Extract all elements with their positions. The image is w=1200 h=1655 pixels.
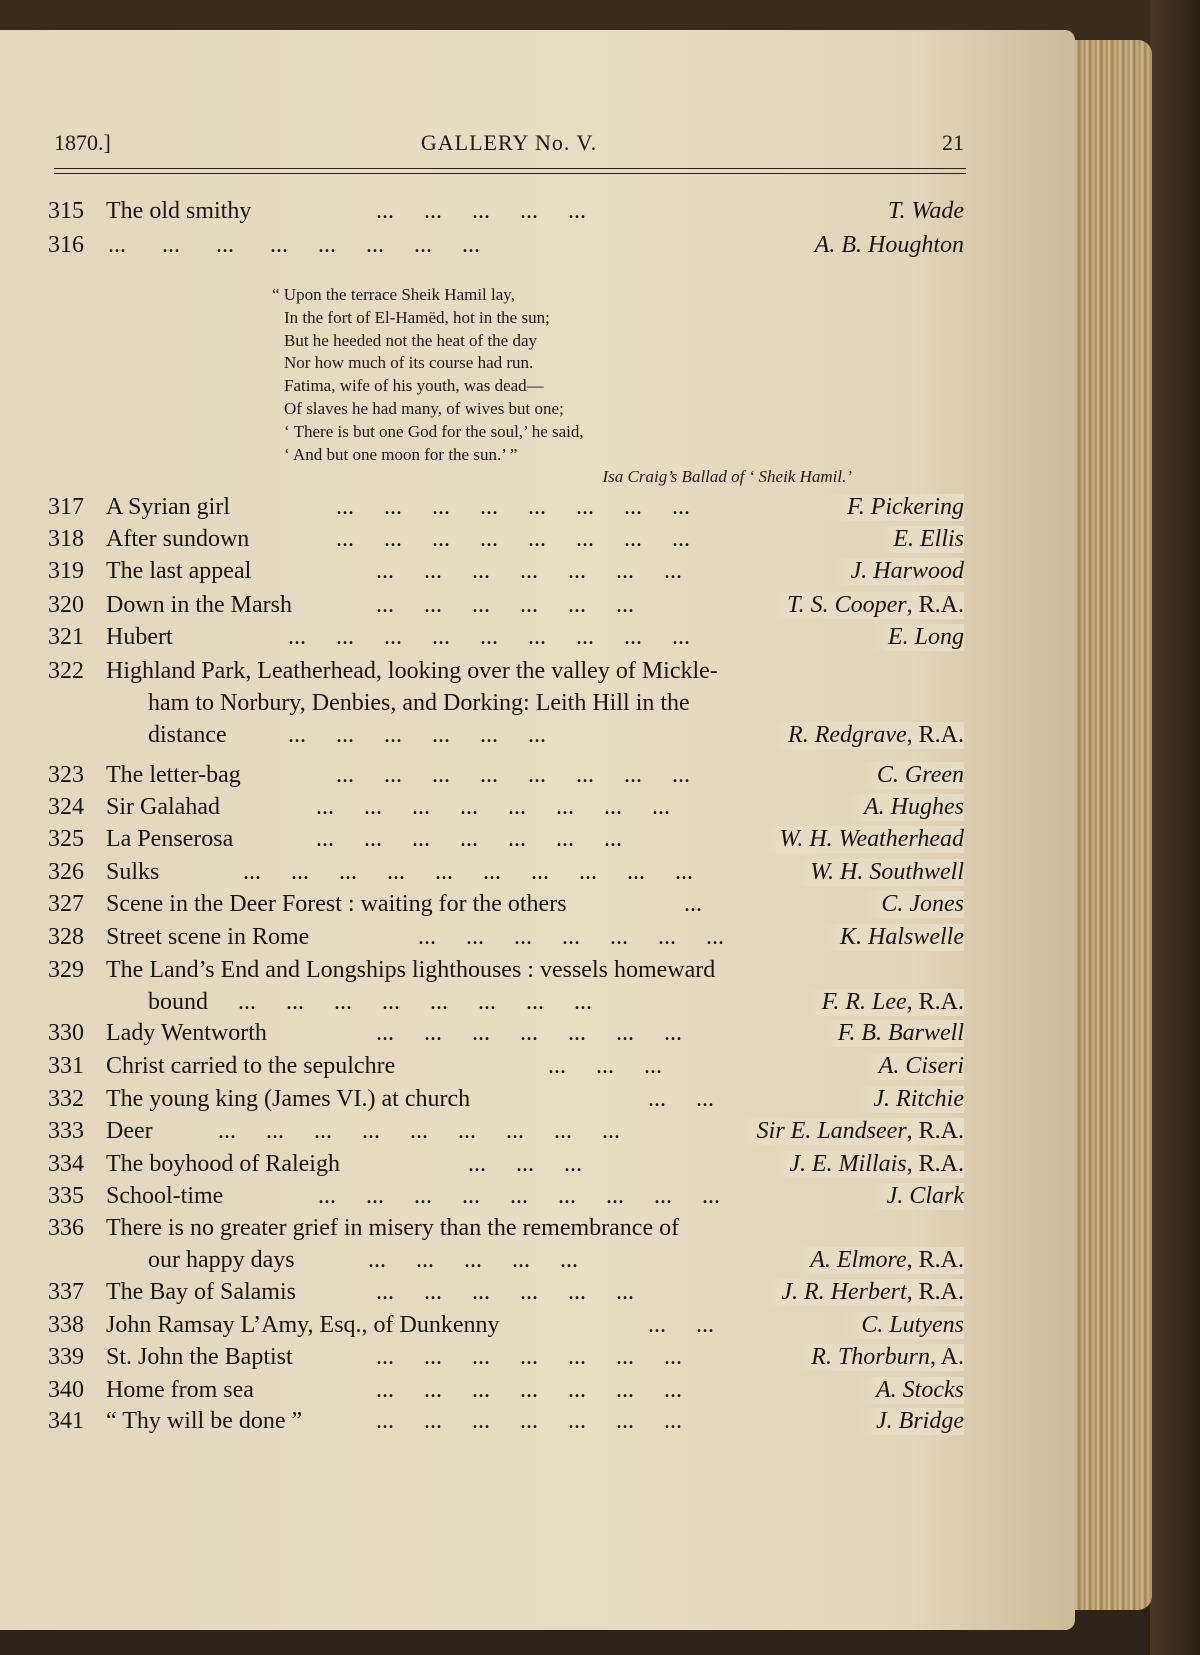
entry-title: The old smithy <box>106 198 252 224</box>
catalogue-entry: 316 ... ... ... ... ... ... ... ... A. B. Houghton <box>48 232 964 258</box>
leader-dots: ... ... ... ... ... ... <box>288 722 546 748</box>
leader-dots: ... ... ... ... ... ... ... ... ... <box>288 624 690 650</box>
entry-number: 331 <box>48 1053 84 1079</box>
catalogue-entry-continuation <box>48 722 968 752</box>
leader-dots: ... ... ... ... ... ... ... ... ... <box>318 1183 720 1209</box>
entry-title: Sulks <box>106 859 160 885</box>
entry-title: “ Thy will be done ” <box>106 1408 303 1434</box>
entry-number: 335 <box>48 1183 84 1209</box>
entry-title: Home from sea <box>106 1377 254 1403</box>
catalogue-entry <box>48 624 968 654</box>
poem-line: In the fort of El-Hamëd, hot in the sun; <box>284 307 550 327</box>
leader-dots: ... ... <box>648 1086 714 1112</box>
entry-title: There is no greater grief in misery than the remembrance of <box>106 1215 680 1241</box>
catalogue-entry <box>48 891 968 921</box>
catalogue-entry <box>48 859 968 889</box>
entry-number: 329 <box>48 957 84 983</box>
leader-dots: ... ... ... ... ... ... ... ... <box>336 526 690 552</box>
leader-dots: ... ... ... ... ... ... ... <box>316 826 622 852</box>
entry-title: La Penserosa <box>106 826 234 852</box>
entry-title: Sir Galahad <box>106 794 220 820</box>
entry-title: Hubert <box>106 624 173 650</box>
catalogue-entry <box>48 1151 968 1181</box>
leader-dots: ... ... ... ... ... ... <box>376 592 634 618</box>
catalogue-entry <box>48 1183 968 1213</box>
entry-artist: J. Ritchie <box>855 1086 964 1113</box>
entry-title: The last appeal <box>106 558 252 584</box>
entry-artist: R. Thorburn, A. <box>793 1344 964 1371</box>
entry-title: School-time <box>106 1183 224 1209</box>
entry-artist: Sir E. Landseer, R.A. <box>739 1118 964 1145</box>
catalogue-entry: 315 The old smithy ... ... ... ... ... T. Wade <box>48 198 964 224</box>
leader-dots: ... ... ... ... ... ... ... ... <box>238 989 592 1015</box>
book-spine <box>1150 0 1200 1655</box>
entry-number: 322 <box>48 658 84 684</box>
entry-number: 316 <box>48 232 84 258</box>
header-year: 1870.] <box>54 130 111 155</box>
entry-title: Street scene in Rome <box>106 924 310 950</box>
entry-number: 324 <box>48 794 84 820</box>
leader-dots: ... ... ... ... ... ... ... ... ... ... <box>243 859 693 885</box>
leader-dots: ... <box>684 891 702 917</box>
leader-dots: ... ... ... ... ... ... ... ... <box>336 494 690 520</box>
entry-artist: E. Ellis <box>875 526 964 553</box>
entry-title-continuation: bound <box>148 989 208 1015</box>
entry-title-continuation: distance <box>148 722 227 748</box>
catalogue-entry <box>48 794 968 824</box>
catalogue-entry-continuation <box>48 1247 968 1277</box>
entry-number: 340 <box>48 1377 84 1403</box>
entry-artist: W. H. Weatherhead <box>762 826 964 853</box>
entry-artist: A. Ciseri <box>861 1053 964 1080</box>
entry-artist: C. Lutyens <box>843 1312 964 1339</box>
entry-artist: T. Wade <box>887 198 964 224</box>
entry-number: 327 <box>48 891 84 917</box>
entry-title: John Ramsay L’Amy, Esq., of Dunkenny <box>106 1312 500 1338</box>
catalogue-entry <box>48 658 968 688</box>
entry-number: 339 <box>48 1344 84 1370</box>
entry-artist: J. R. Herbert, R.A. <box>763 1279 964 1306</box>
poem-line: ‘ And but one moon for the sun.’ ” <box>284 444 518 464</box>
leader-dots: ... ... ... <box>548 1053 662 1079</box>
catalogue-entry <box>48 526 968 556</box>
entry-artist: R. Redgrave, R.A. <box>770 722 964 749</box>
entry-artist: A. Hughes <box>846 794 964 821</box>
catalogue-entry <box>48 558 968 588</box>
entry-title: The young king (James VI.) at church <box>106 1086 471 1112</box>
entry-number: 325 <box>48 826 84 852</box>
catalogue-entry <box>48 1408 968 1438</box>
entry-artist: T. S. Cooper, R.A. <box>769 592 964 619</box>
entry-number: 337 <box>48 1279 84 1305</box>
entry-artist: C. Green <box>859 762 964 789</box>
entry-title: A Syrian girl <box>106 494 230 520</box>
header-rule-bottom <box>54 173 966 174</box>
entry-title: The letter-bag <box>106 762 241 788</box>
entry-artist: W. H. Southwell <box>792 859 964 886</box>
catalogue-entry <box>48 1344 968 1374</box>
entry-artist: J. Bridge <box>858 1408 964 1435</box>
header-title: GALLERY No. V. <box>420 130 598 155</box>
entry-number: 317 <box>48 494 84 520</box>
entry-artist: F. Pickering <box>829 494 964 521</box>
entry-number: 328 <box>48 924 84 950</box>
catalogue-entry <box>48 1279 968 1309</box>
catalogue-entry <box>48 494 968 524</box>
entry-title: Christ carried to the sepulchre <box>106 1053 396 1079</box>
entry-artist: J. Clark <box>869 1183 964 1210</box>
entry-title: After sundown <box>106 526 250 552</box>
entry-title: Highland Park, Leatherhead, looking over the valley of Mickle- <box>106 658 718 684</box>
leader-dots: ... ... ... ... ... ... ... <box>376 1408 682 1434</box>
leader-dots: ... ... ... ... ... ... ... ... <box>336 762 690 788</box>
leader-dots: ... ... ... ... ... ... ... <box>376 1344 682 1370</box>
entry-title: The Bay of Salamis <box>106 1279 296 1305</box>
entry-number: 336 <box>48 1215 84 1241</box>
leader-dots: ... ... ... ... ... ... ... ... ... <box>218 1118 620 1144</box>
entry-artist: A. B. Houghton <box>814 232 964 258</box>
catalogue-entry <box>48 1086 968 1116</box>
poem-quotation <box>272 284 892 486</box>
entry-number: 338 <box>48 1312 84 1338</box>
catalogue-entry <box>48 957 968 987</box>
entry-title: Lady Wentworth <box>106 1020 267 1046</box>
entry-number: 330 <box>48 1020 84 1046</box>
entry-number: 319 <box>48 558 84 584</box>
entry-number: 333 <box>48 1118 84 1144</box>
entry-title-continuation: ham to Norbury, Denbies, and Dorking: Leith Hill in the <box>148 690 690 716</box>
leader-dots: ... ... ... ... ... ... ... <box>376 1377 682 1403</box>
leader-dots: ... ... ... <box>468 1151 582 1177</box>
entry-artist: E. Long <box>870 624 964 651</box>
catalogue-entry <box>48 592 968 622</box>
running-header <box>54 130 964 162</box>
entry-artist: J. E. Millais, R.A. <box>771 1151 964 1178</box>
catalogue-entry <box>48 1020 968 1050</box>
catalogue-entry <box>48 1215 968 1245</box>
poem-line: But he heeded not the heat of the day <box>284 330 538 350</box>
catalogue-entry-continuation <box>48 989 968 1019</box>
leader-dots: ... ... ... ... ... ... ... ... <box>316 794 670 820</box>
page-number: 21 <box>942 130 964 155</box>
entry-number: 320 <box>48 592 84 618</box>
catalogue-entry <box>48 1312 968 1342</box>
leader-dots: ... ... <box>648 1312 714 1338</box>
poem-attribution: Isa Craig’s Ballad of ‘ Sheik Hamil.’ <box>602 467 852 486</box>
header-rule-top <box>54 168 966 169</box>
catalogue-entry <box>48 762 968 792</box>
catalogue-entry <box>48 1053 968 1083</box>
poem-line: Fatima, wife of his youth, was dead— <box>284 376 544 396</box>
entry-number: 321 <box>48 624 84 650</box>
catalogue-entry <box>48 1118 968 1148</box>
leader-dots: ... ... ... ... ... ... ... <box>376 558 682 584</box>
leader-dots: ... ... ... ... ... ... <box>376 1279 634 1305</box>
catalogue-entry-continuation <box>48 690 968 720</box>
entry-title-continuation: our happy days <box>148 1247 295 1273</box>
entry-number: 315 <box>48 198 84 224</box>
entry-number: 323 <box>48 762 84 788</box>
entry-number: 318 <box>48 526 84 552</box>
entry-artist: F. R. Lee, R.A. <box>804 989 964 1016</box>
entry-number: 334 <box>48 1151 84 1177</box>
entry-artist: A. Elmore, R.A. <box>792 1247 964 1274</box>
poem-line: Of slaves he had many, of wives but one; <box>284 398 564 418</box>
poem-line: “ Upon the terrace Sheik Hamil lay, <box>272 285 515 304</box>
leader-dots: ... ... ... ... ... ... ... <box>376 1020 682 1046</box>
leader-dots: ... ... ... ... ... <box>368 1247 578 1273</box>
entry-artist: A. Stocks <box>858 1377 964 1404</box>
catalogue-entry <box>48 924 968 954</box>
entry-number: 326 <box>48 859 84 885</box>
entry-number: 341 <box>48 1408 84 1434</box>
entry-artist: F. B. Barwell <box>820 1020 964 1047</box>
entry-title: The boyhood of Raleigh <box>106 1151 340 1177</box>
entry-title: Scene in the Deer Forest : waiting for the others <box>106 891 567 917</box>
entry-title: The Land’s End and Longships lighthouses : vessels homeward <box>106 957 716 983</box>
entry-title: Deer <box>106 1118 153 1144</box>
entry-number: 332 <box>48 1086 84 1112</box>
poem-line: ‘ There is but one God for the soul,’ he said, <box>284 421 584 441</box>
entry-artist: C. Jones <box>863 891 964 918</box>
catalogue-entry <box>48 826 968 856</box>
entry-artist: K. Halswelle <box>822 924 964 951</box>
entry-artist: J. Harwood <box>833 558 964 585</box>
catalogue-entry <box>48 1377 968 1407</box>
poem-line: Nor how much of its course had run. <box>284 353 534 373</box>
leader-dots: ... ... ... ... ... ... ... <box>418 924 724 950</box>
entry-title: Down in the Marsh <box>106 592 292 618</box>
entry-title: St. John the Baptist <box>106 1344 293 1370</box>
